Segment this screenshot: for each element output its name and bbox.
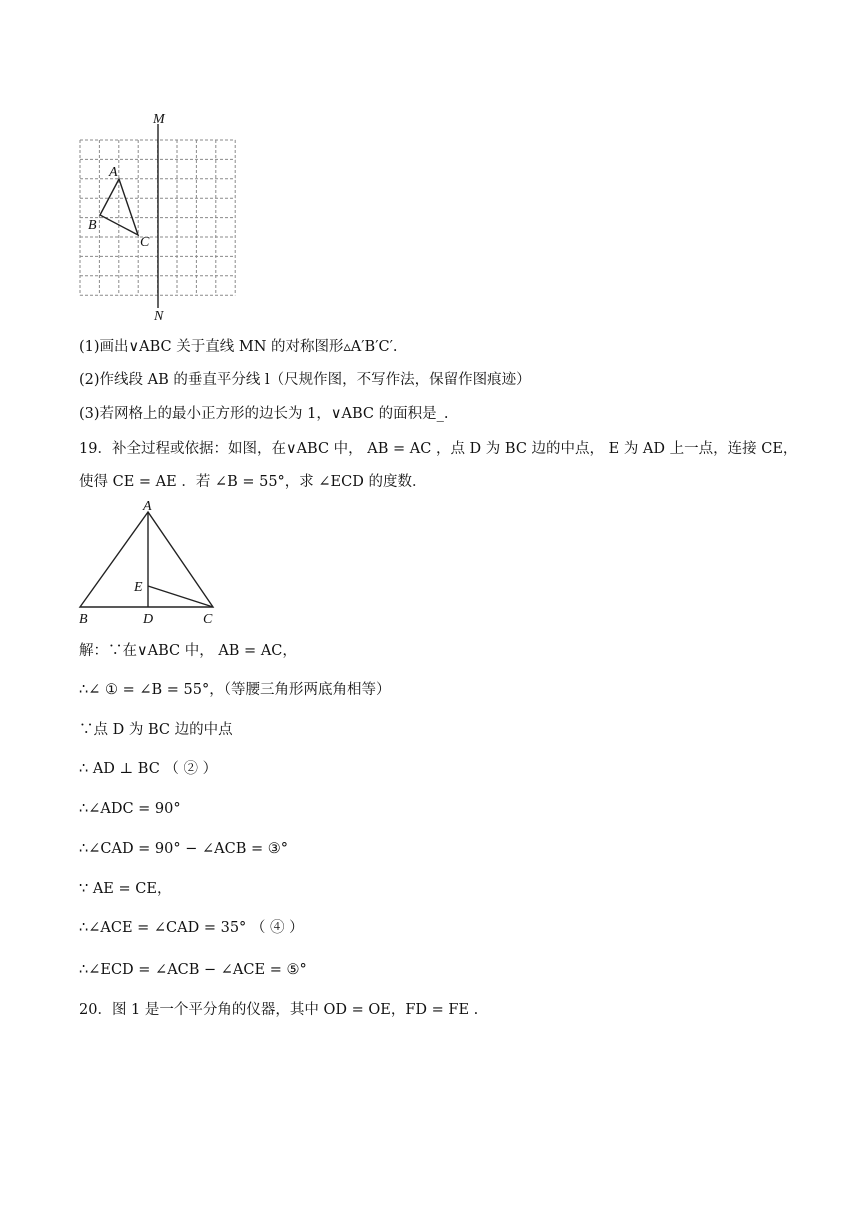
triangle-figure [70,498,230,630]
label-a-2: A [143,499,152,514]
label-m: M [153,112,165,127]
q18-part2: (2)作线段 AB 的垂直平分线 l（尺规作图，不写作法，保留作图痕迹） [79,372,531,388]
label-e-2: E [134,580,143,595]
label-d-2: D [143,612,154,627]
q19-step-3: ∵点 D 为 BC 边的中点 [79,722,233,738]
segment-ec [148,586,213,607]
q19-step-4: ∴ AD ⊥ BC （ ② ） [79,761,218,777]
label-b: B [88,218,97,233]
q19-step-8: ∴∠ACE = ∠CAD = 35° （ ④ ） [79,920,304,936]
q18-part1: (1)画出∨ABC 关于直线 MN 的对称图形▵A′B′C′. [79,339,398,355]
label-n: N [154,309,164,323]
q19-step-2: ∴∠ ① = ∠B = 55°，（等腰三角形两底角相等） [79,682,391,698]
q19-step-5: ∴∠ADC = 90° [79,801,181,817]
q19-step-9: ∴∠ECD = ∠ACB − ∠ACE = ⑤° [79,962,307,978]
q19-step-6: ∴∠CAD = 90° − ∠ACB = ③° [79,841,288,857]
label-c: C [140,235,150,250]
label-c-2: C [203,612,213,627]
label-b-2: B [79,612,88,627]
grid-figure [70,108,250,323]
q19-intro-line2: 使得 CE = AE ．若 ∠B = 55°，求 ∠ECD 的度数． [79,474,427,490]
q20-text: 20．图 1 是一个平分角的仪器，其中 OD = OE，FD = FE . [79,1002,479,1018]
triangle-abc-2 [80,512,213,607]
label-a: A [109,165,118,180]
q19-step-7: ∵ AE = CE， [79,881,172,897]
q19-intro-line1: 19．补全过程或依据：如图，在∨ABC 中， AB = AC ，点 D 为 BC 边的中点， E 为 AD 上一点，连接 CE， [79,441,798,457]
q18-part3: (3)若网格上的最小正方形的边长为 1，∨ABC 的面积是_. [79,406,449,422]
q19-step-1: 解：∵在∨ABC 中， AB = AC， [79,643,297,659]
